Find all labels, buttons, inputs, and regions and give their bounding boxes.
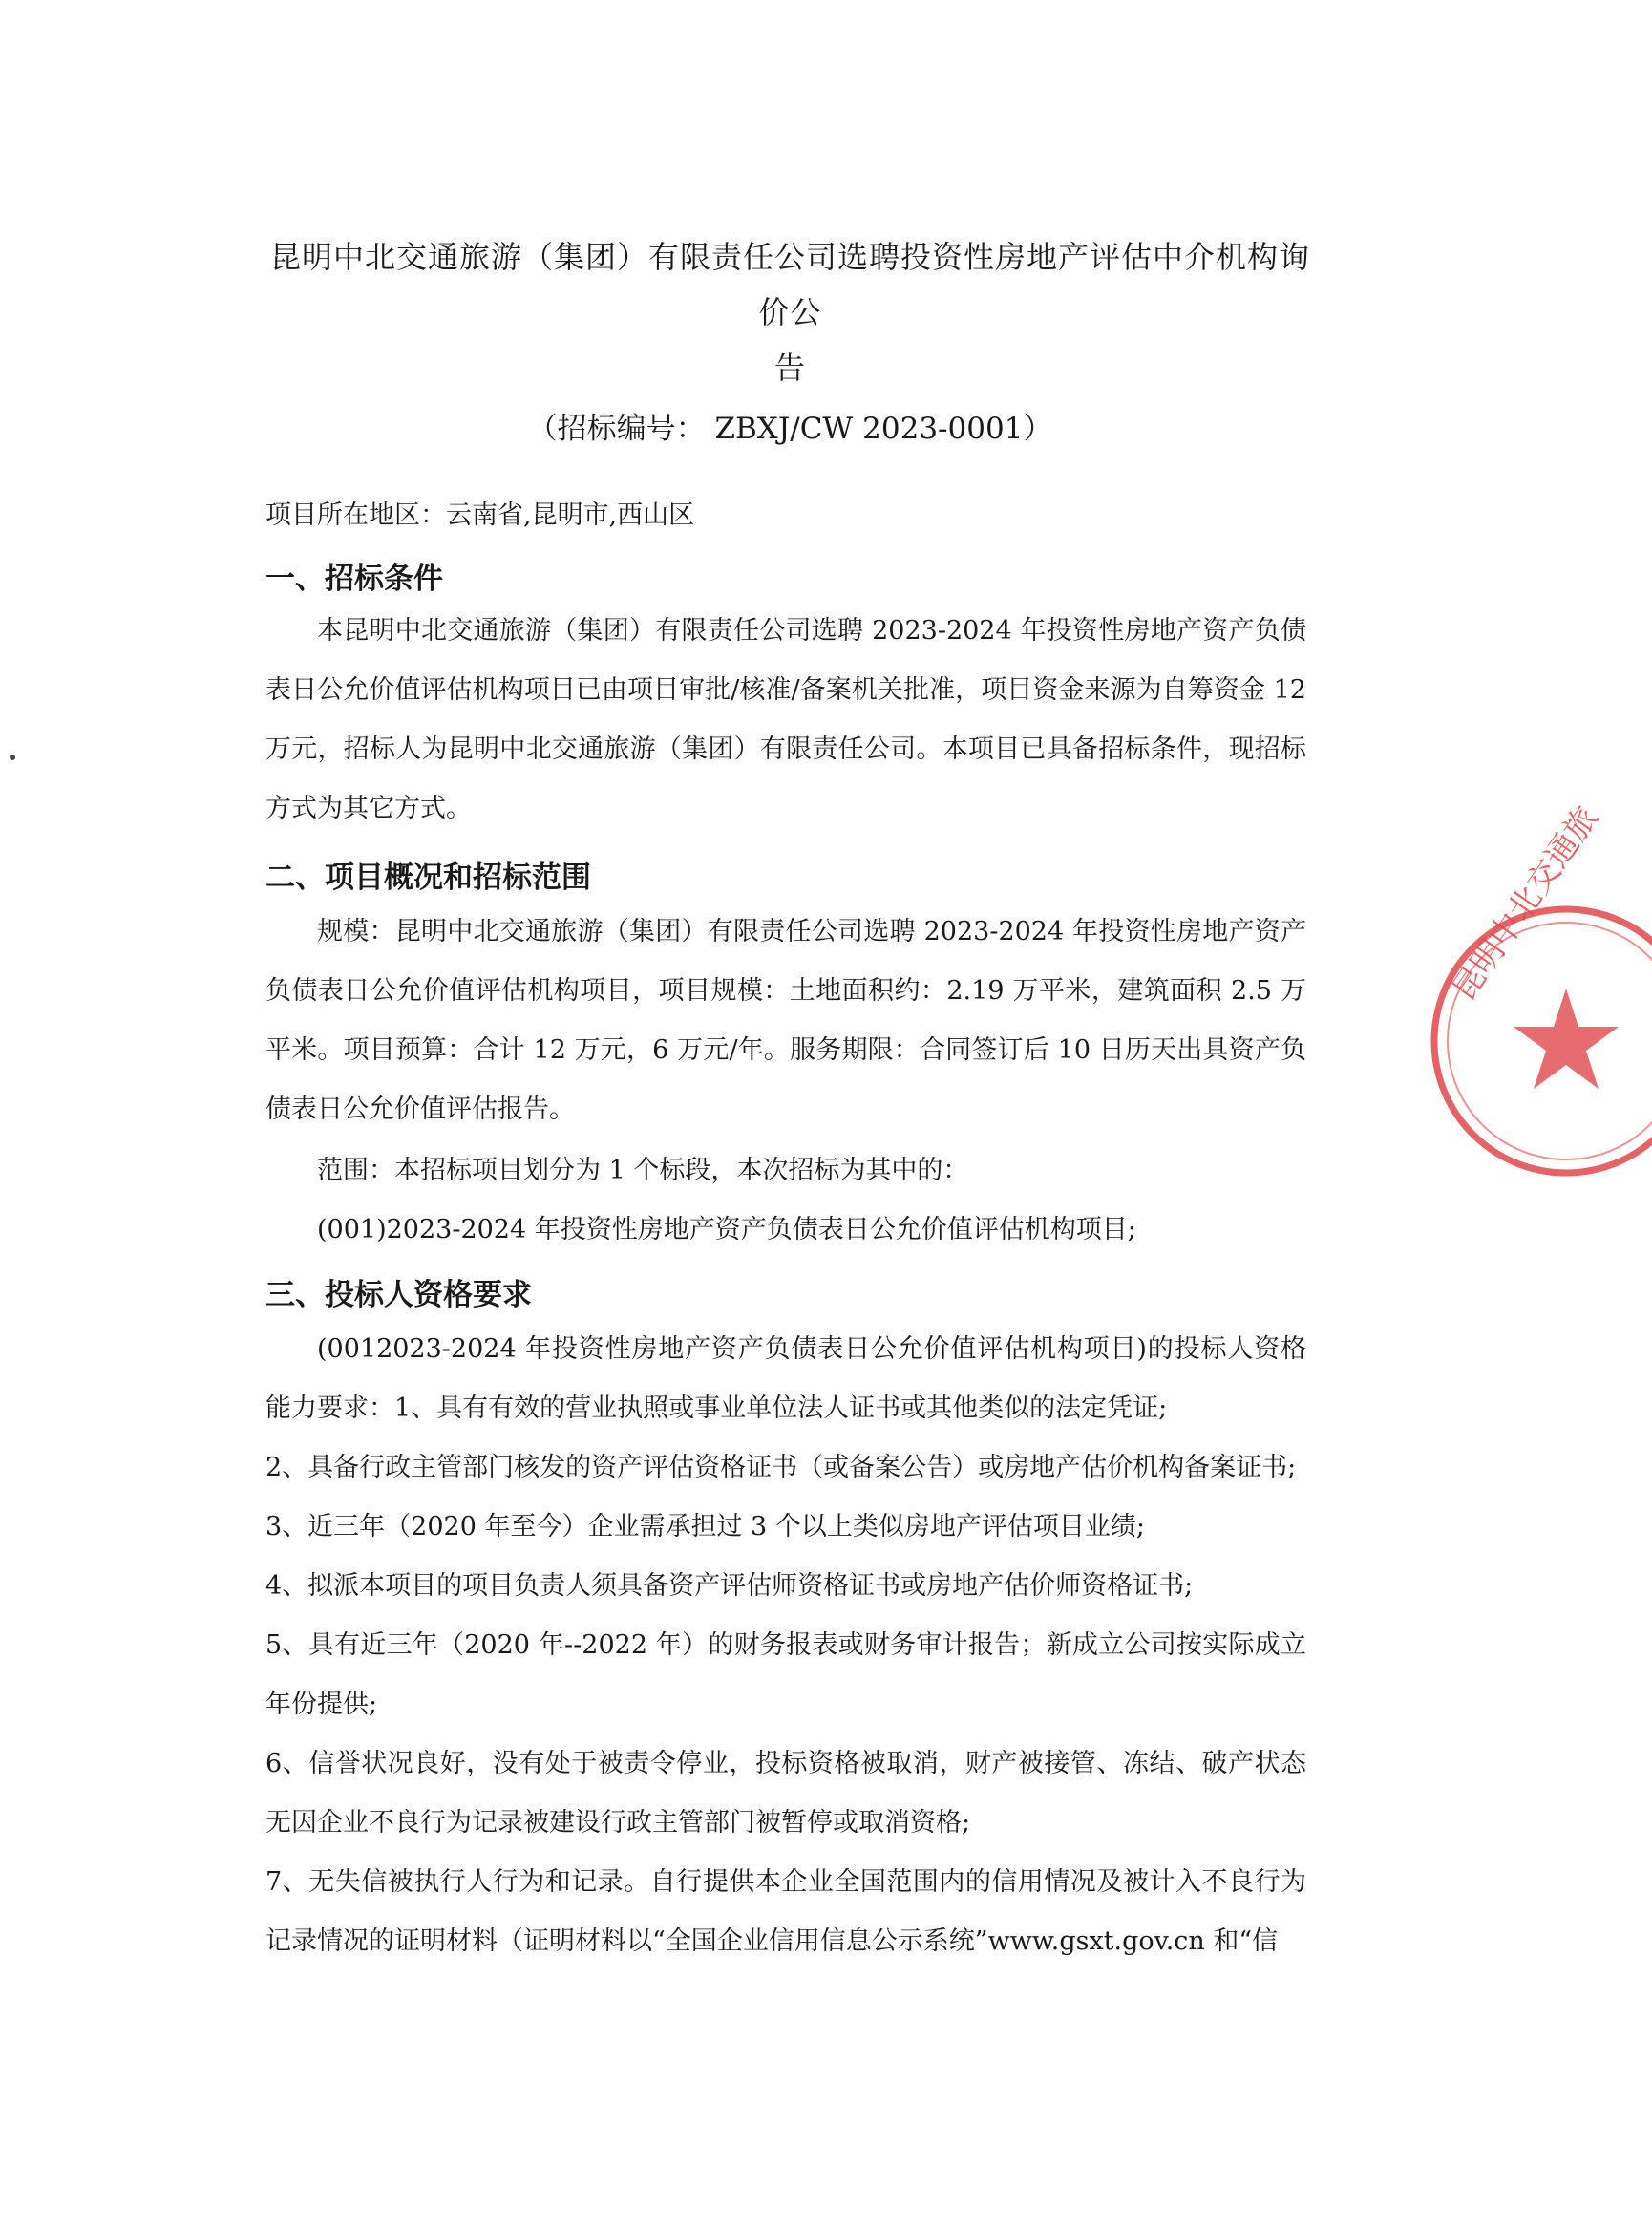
section3-heading: 三、投标人资格要求 (265, 1278, 532, 1312)
requirement-item-3: 3、近三年（2020 年至今）企业需承担过 3 个以上类似房地产评估项目业绩; (265, 1512, 1145, 1542)
scan-speck (10, 755, 15, 760)
section2-paragraph-lot: (001)2023-2024 年投资性房地产资产负债表日公允价值评估机构项目; (317, 1215, 1136, 1244)
requirement-item-4: 4、拟派本项目的项目负责人须具备资产评估师资格证书或房地产估价师资格证书; (265, 1571, 1194, 1601)
requirement-item-5: 5、具有近三年（2020 年--2022 年）的财务报表或财务审计报告；新成立公司按实际成立年份提供; (265, 1630, 1306, 1719)
section1-heading: 一、招标条件 (265, 562, 443, 596)
section2-heading: 二、项目概况和招标范围 (265, 861, 591, 895)
title-block (258, 229, 1323, 457)
requirement-item-6: 6、信誉状况良好，没有处于被责令停业，投标资格被取消，财产被接管、冻结、破产状态无因企业不良行为记录被建设行政主管部门被暂停或取消资格; (265, 1749, 1306, 1838)
section2-paragraph-scale: 规模：昆明中北交通旅游（集团）有限责任公司选聘 2023-2024 年投资性房地产资产负债表日公允价值评估机构项目，项目规模：土地面积约：2.19 万平米，建筑面积 2.5 万平米。项目预算：合计 12 万元，6 万元/年。服务期限：合同签订后 10 日历天出具资产负债表日公允价值评估报告。 (265, 917, 1306, 1124)
requirement-item-2: 2、具备行政主管部门核发的资产评估资格证书（或备案公告）或房地产估价机构备案证书; (265, 1453, 1297, 1482)
document-title-line1: 昆明中北交通旅游（集团）有限责任公司选聘投资性房地产评估中介机构询价公 (269, 239, 1310, 330)
company-seal-stamp (1423, 799, 1652, 1184)
section2-paragraph-scope: 范围：本招标项目划分为 1 个标段，本次招标为其中的： (317, 1156, 969, 1185)
document-title-line2: 告 (773, 350, 806, 386)
section1-paragraph: 本昆明中北交通旅游（集团）有限责任公司选聘 2023-2024 年投资性房地产资产负债表日公允价值评估机构项目已由项目审批/核准/备案机关批准，项目资金来源为自筹资金 12 万元，招标人为昆明中北交通旅游（集团）有限责任公司。本项目已具备招标条件，现招标方式为其它方式。 (265, 616, 1306, 823)
section3-paragraph-intro: (0012023-2024 年投资性房地产资产负债表日公允价值评估机构项目)的投标人资格能力要求：1、具有有效的营业执照或事业单位法人证书或其他类似的法定凭证; (265, 1334, 1306, 1423)
svg-text:昆明中北交通旅: 昆明中北交通旅 (1444, 799, 1606, 1009)
tender-code: （招标编号： ZBXJ/CW 2023-0001） (527, 412, 1053, 446)
project-location: 项目所在地区：云南省,昆明市,西山区 (265, 500, 695, 530)
requirement-item-7: 7、无失信被执行人行为和记录。自行提供本企业全国范围内的信用情况及被计入不良行为记录情况的证明材料（证明材料以“全国企业信用信息公示系统”www.gsxt.gov.cn 和“信 (265, 1867, 1306, 1956)
